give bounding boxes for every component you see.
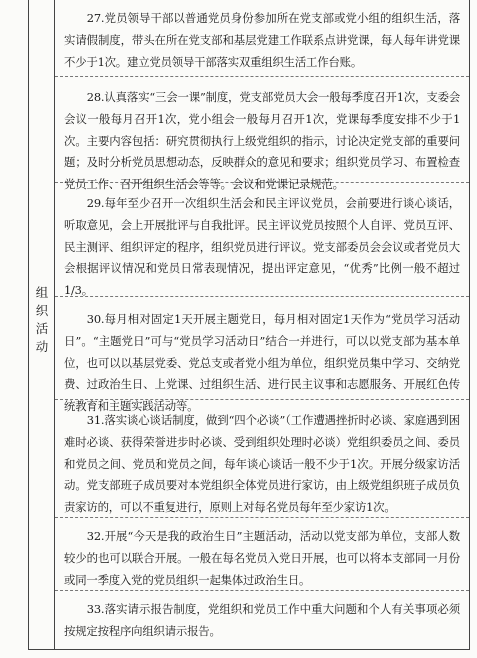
category-char: 动 [35, 339, 49, 354]
item-text: 32.开展“今天是我的政治生日”主题活动，活动以党支部为单位，支部人数较少的也可以联合开展。一般在每名党员入党日开展，也可以将本支部同一月份或同一季度入党的党员组织一起集体过政治生日。 [64, 529, 460, 587]
item-text: 29.每年至少召开一次组织生活会和民主评议党员，会前要进行谈心谈话，听取意见，会上开展批评与自我批评。民主评议党员按照个人自评、党员互评、民主测评、组织评定的程序，组织党员进行评议。党支部委员会会议或者党员大会根据评议情况和党员日常表现情况，提出评定意见，“优秀”比例一般不超过1/3。 [64, 196, 460, 298]
item-row-30 [55, 297, 469, 414]
item-text: 27.党员领导干部以普通党员身份参加所在党支部或党小组的组织生活，落实请假制度，带头在所在党支部和基层党建工作联系点讲党课，每人每年讲党课不少于1次。建立党员领导干部落实双重组织生活工作台账。 [64, 11, 460, 69]
item-text: 28.认真落实“三会一课”制度，党支部党员大会一般每季度召开1次，支委会会议一般每月召开1次，党小组会一般每月召开1次，党课每季度安排不少于1次。主要内容包括：研究贯彻执行上级党组织的指示，讨论决定党支部的重要问题；及时分析党员思想动态，反映群众的意见和要求；组织党员学习、布置检查党员工作、召开组织生活会等等。会议和党课记录规范。 [64, 90, 460, 192]
category-cell [29, 0, 55, 649]
item-text: 30.每月相对固定1天开展主题党日，每月相对固定1天作为“党员学习活动日”。“主题党日”可与“党员学习活动日”结合一并进行，可以以党支部为基本单位，也可以以基层党委、党总支或者党小组为单位，组织党员集中学习、交纳党费、过政治生日、上党课、过组织生活、进行民主议事和志愿服务、开展红色传统教育和主题实践活动等。 [64, 312, 460, 414]
category-char: 活 [35, 321, 49, 336]
item-row-29 [55, 183, 469, 297]
item-row-27 [55, 0, 469, 77]
item-row-32 [55, 518, 469, 591]
item-text: 33.落实请示报告制度，党组织和党员工作中重大问题和个人有关事项必须按规定按程序向组织请示报告。 [64, 602, 460, 638]
category-label [29, 284, 55, 356]
item-row-28 [55, 77, 469, 192]
category-char: 织 [35, 303, 49, 318]
item-text: 31.落实谈心谈话制度，做到“四个必谈”（工作遭遇挫折时必谈、家庭遇到困难时必谈、获得荣誉进步时必谈、受到组织处理时必谈）党组织委员之间、委员和党员之间、党员和党员之间，每年谈心谈话一般不少于1次。开展分级家访活动。党支部班子成员要对本党组织全体党员进行家访，由上级党组织班子成员负责家访的，可以不重复进行，原则上对每名党员每年至少家访1次。 [64, 413, 460, 515]
item-row-31 [55, 400, 469, 518]
items-column [55, 0, 469, 649]
regulation-table [28, 0, 470, 650]
category-char: 组 [35, 285, 49, 300]
item-row-33 [55, 591, 469, 650]
